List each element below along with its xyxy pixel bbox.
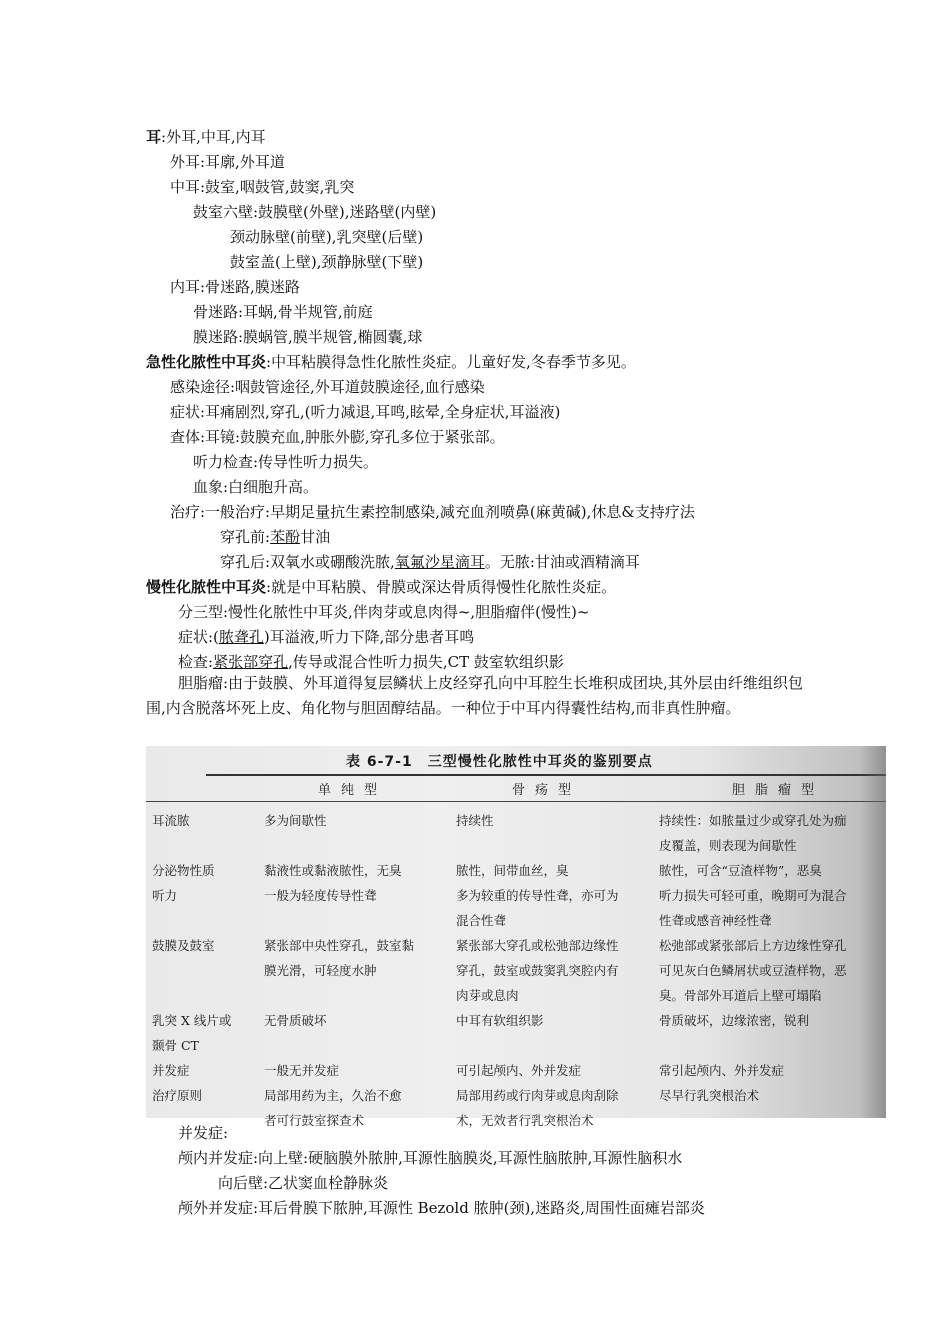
table-row-label: 颞骨 CT [152, 1038, 199, 1053]
line-text: 鼓室六壁:鼓膜壁(外壁),迷路壁(内壁) [193, 203, 437, 221]
table-cell: 中耳有软组织影 [456, 1013, 544, 1028]
table-cell: 可引起颅内、外并发症 [456, 1063, 582, 1078]
line-text: 中耳:鼓室,咽鼓管,鼓窦,乳突 [170, 178, 355, 196]
table-cell: 脓性，可含“豆渣样物”，恶臭 [659, 863, 822, 878]
text-line [146, 351, 636, 373]
text-line [193, 301, 373, 323]
line-heading: 耳 [146, 128, 162, 146]
table-top-rule [206, 774, 886, 776]
line-text: 甘油 [300, 528, 331, 546]
text-line [146, 126, 266, 148]
text-line [146, 576, 616, 598]
table-header-bone: 骨疡型 [512, 783, 582, 798]
table-cell: 臭。骨部外耳道后上壁可塌陷 [659, 988, 822, 1003]
underlined-term: 苯酚 [270, 528, 301, 546]
table-cell: 可见灰白色鳞屑状或豆渣样物，恶 [659, 963, 847, 978]
table-cell: 穿孔，鼓室或鼓窦乳突腔内有 [456, 963, 619, 978]
text-line [170, 501, 695, 523]
line-text: 颅外并发症:耳后骨膜下脓肿,耳源性 Bezold 脓肿(颈),迷路炎,周围性面瘫岩部炎 [178, 1199, 705, 1217]
underlined-term: 氧氟沙星滴耳 [394, 553, 485, 571]
line-text: 症状:( [178, 628, 219, 646]
text-line [170, 426, 505, 448]
line-text: 并发症: [178, 1124, 229, 1142]
line-text: 听力检查:传导性听力损失。 [193, 453, 379, 471]
table-cell: 常引起颅内、外并发症 [659, 1063, 785, 1078]
table-cell: 持续性 [456, 813, 494, 828]
table-cell: 多为较重的传导性聋，亦可为 [456, 888, 619, 903]
text-line [178, 651, 564, 673]
line-text: 内耳:骨迷路,膜迷路 [170, 278, 300, 296]
table-cell: 紧张部大穿孔或松弛部边缘性 [456, 938, 619, 953]
table-cell: 混合性聋 [456, 913, 507, 928]
line-text: 穿孔前: [220, 528, 271, 546]
text-line [178, 626, 474, 648]
scanned-table [146, 746, 886, 1128]
text-line [220, 526, 330, 548]
line-text: 感染途径:咽鼓管途径,外耳道鼓膜途径,血行感染 [170, 378, 485, 396]
table-row-label: 并发症 [152, 1063, 190, 1078]
table-cell: 多为间歇性 [264, 813, 327, 828]
text-line [193, 451, 378, 473]
text-line [170, 151, 285, 173]
text-line [178, 1122, 228, 1144]
scan-shadow-edge [860, 746, 886, 1118]
line-text: 。无脓:甘油或酒精滴耳 [484, 553, 640, 571]
table-cell: 者可行鼓室探查术 [264, 1113, 365, 1128]
table-cell: 一般无并发症 [264, 1063, 340, 1078]
table-cell: 局部用药或行肉芽或息肉刮除 [456, 1088, 619, 1103]
table-cell: 膜光滑，可轻度水肿 [264, 963, 377, 978]
line-text: 骨迷路:耳蜗,骨半规管,前庭 [193, 303, 373, 321]
line-heading: 慢性化脓性中耳炎 [146, 578, 267, 596]
table-cell: 紧张部中央性穿孔，鼓室黏 [264, 938, 415, 953]
text-line [193, 201, 436, 223]
table-cell: 黏液性或黏液脓性，无臭 [264, 863, 402, 878]
line-text: 颈动脉壁(前壁),乳突壁(后壁) [230, 228, 424, 246]
line-text: 症状:耳痛剧烈,穿孔,(听力减退,耳鸣,眩晕,全身症状,耳溢液) [170, 403, 561, 421]
text-line [193, 476, 318, 498]
line-text: :就是中耳粘膜、骨膜或深达骨质得慢性化脓性炎症。 [266, 578, 617, 596]
line-heading: 急性化脓性中耳炎 [146, 353, 267, 371]
table-cell: 持续性：如脓量过少或穿孔处为痂 [659, 813, 847, 828]
table-cell: 肉芽或息肉 [456, 988, 519, 1003]
text-line [178, 1197, 705, 1219]
line-text: 穿孔后:双氧水或硼酸洗脓, [220, 553, 395, 571]
table-cell: 脓性，间带血丝，臭 [456, 863, 569, 878]
line-text: 查体:耳镜:鼓膜充血,肿胀外膨,穿孔多位于紧张部。 [170, 428, 505, 446]
text-line [170, 401, 560, 423]
table-row-label: 乳突 X 线片或 [152, 1013, 232, 1028]
table-cell: 局部用药为主，久治不愈 [264, 1088, 402, 1103]
text-line [178, 601, 589, 623]
text-line [230, 226, 423, 248]
table-header-simple: 单纯型 [318, 783, 388, 798]
cholesteatoma-paragraph: 胆脂瘤:由于鼓膜、外耳道得复层鳞状上皮经穿孔向中耳腔生长堆积成团块,其外层由纤维组织包围,内含脱落坏死上皮、角化物与胆固醇结晶。一种位于中耳内得囊性结构,而非真性肿瘤。 [146, 674, 803, 717]
line-text: 外耳:耳廓,外耳道 [170, 153, 285, 171]
line-text: :外耳,中耳,内耳 [161, 128, 266, 146]
text-line [178, 1147, 682, 1169]
text-line [170, 176, 354, 198]
table-cell: 松弛部或紧张部后上方边缘性穿孔 [659, 938, 847, 953]
text-line [230, 251, 423, 273]
text-line [170, 376, 485, 398]
text-line [170, 276, 300, 298]
table-cell: 术，无效者行乳突根治术 [456, 1113, 594, 1128]
line-text: ,传导或混合性听力损失,CT 鼓室软组织影 [288, 653, 564, 671]
underlined-term: 紧张部穿孔 [213, 653, 289, 671]
table-row-label: 听力 [152, 888, 178, 903]
table-header-cholesteatoma: 胆脂瘤型 [732, 783, 825, 798]
underlined-term: 脓聋孔 [218, 628, 264, 646]
text-line [193, 326, 422, 348]
table-cell: 无骨质破坏 [264, 1013, 327, 1028]
line-text: )耳溢液,听力下降,部分患者耳鸣 [263, 628, 475, 646]
table-row-label: 分泌物性质 [152, 863, 215, 878]
table-cell: 骨质破坏，边缘浓密，锐利 [659, 1013, 810, 1028]
line-text: 治疗:一般治疗:早期足量抗生素控制感染,减充血剂喷鼻(麻黄碱),休息&支持疗法 [170, 503, 695, 521]
line-text: :中耳粘膜得急性化脓性炎症。儿童好发,冬春季节多见。 [266, 353, 636, 371]
text-line [220, 551, 640, 573]
text-line [218, 1172, 388, 1194]
table-header-rule [146, 801, 886, 802]
table-cell: 一般为轻度传导性聋 [264, 888, 377, 903]
line-text: 血象:白细胞升高。 [193, 478, 319, 496]
line-text: 向后壁:乙状窦血栓静脉炎 [218, 1174, 389, 1192]
table-row-label: 耳流脓 [152, 813, 190, 828]
line-text: 颅内并发症:向上壁:硬脑膜外脓肿,耳源性脑膜炎,耳源性脑脓肿,耳源性脑积水 [178, 1149, 683, 1167]
line-text: 检查: [178, 653, 214, 671]
line-text: 分三型:慢性化脓性中耳炎,伴肉芽或息肉得~,胆脂瘤伴(慢性)~ [178, 603, 590, 621]
table-caption: 表 6-7-1 三型慢性化脓性中耳炎的鉴别要点 [346, 754, 653, 770]
table-cell: 性聋或感音神经性聋 [659, 913, 772, 928]
table-cell: 听力损失可轻可重，晚期可为混合 [659, 888, 847, 903]
table-cell: 尽早行乳突根治术 [659, 1088, 760, 1103]
table-row-label: 鼓膜及鼓室 [152, 938, 215, 953]
line-text: 鼓室盖(上壁),颈静脉壁(下壁) [230, 253, 424, 271]
line-text: 膜迷路:膜蜗管,膜半规管,椭圆囊,球 [193, 328, 423, 346]
table-cell: 皮覆盖，则表现为间歇性 [659, 838, 797, 853]
table-row-label: 治疗原则 [152, 1088, 203, 1103]
